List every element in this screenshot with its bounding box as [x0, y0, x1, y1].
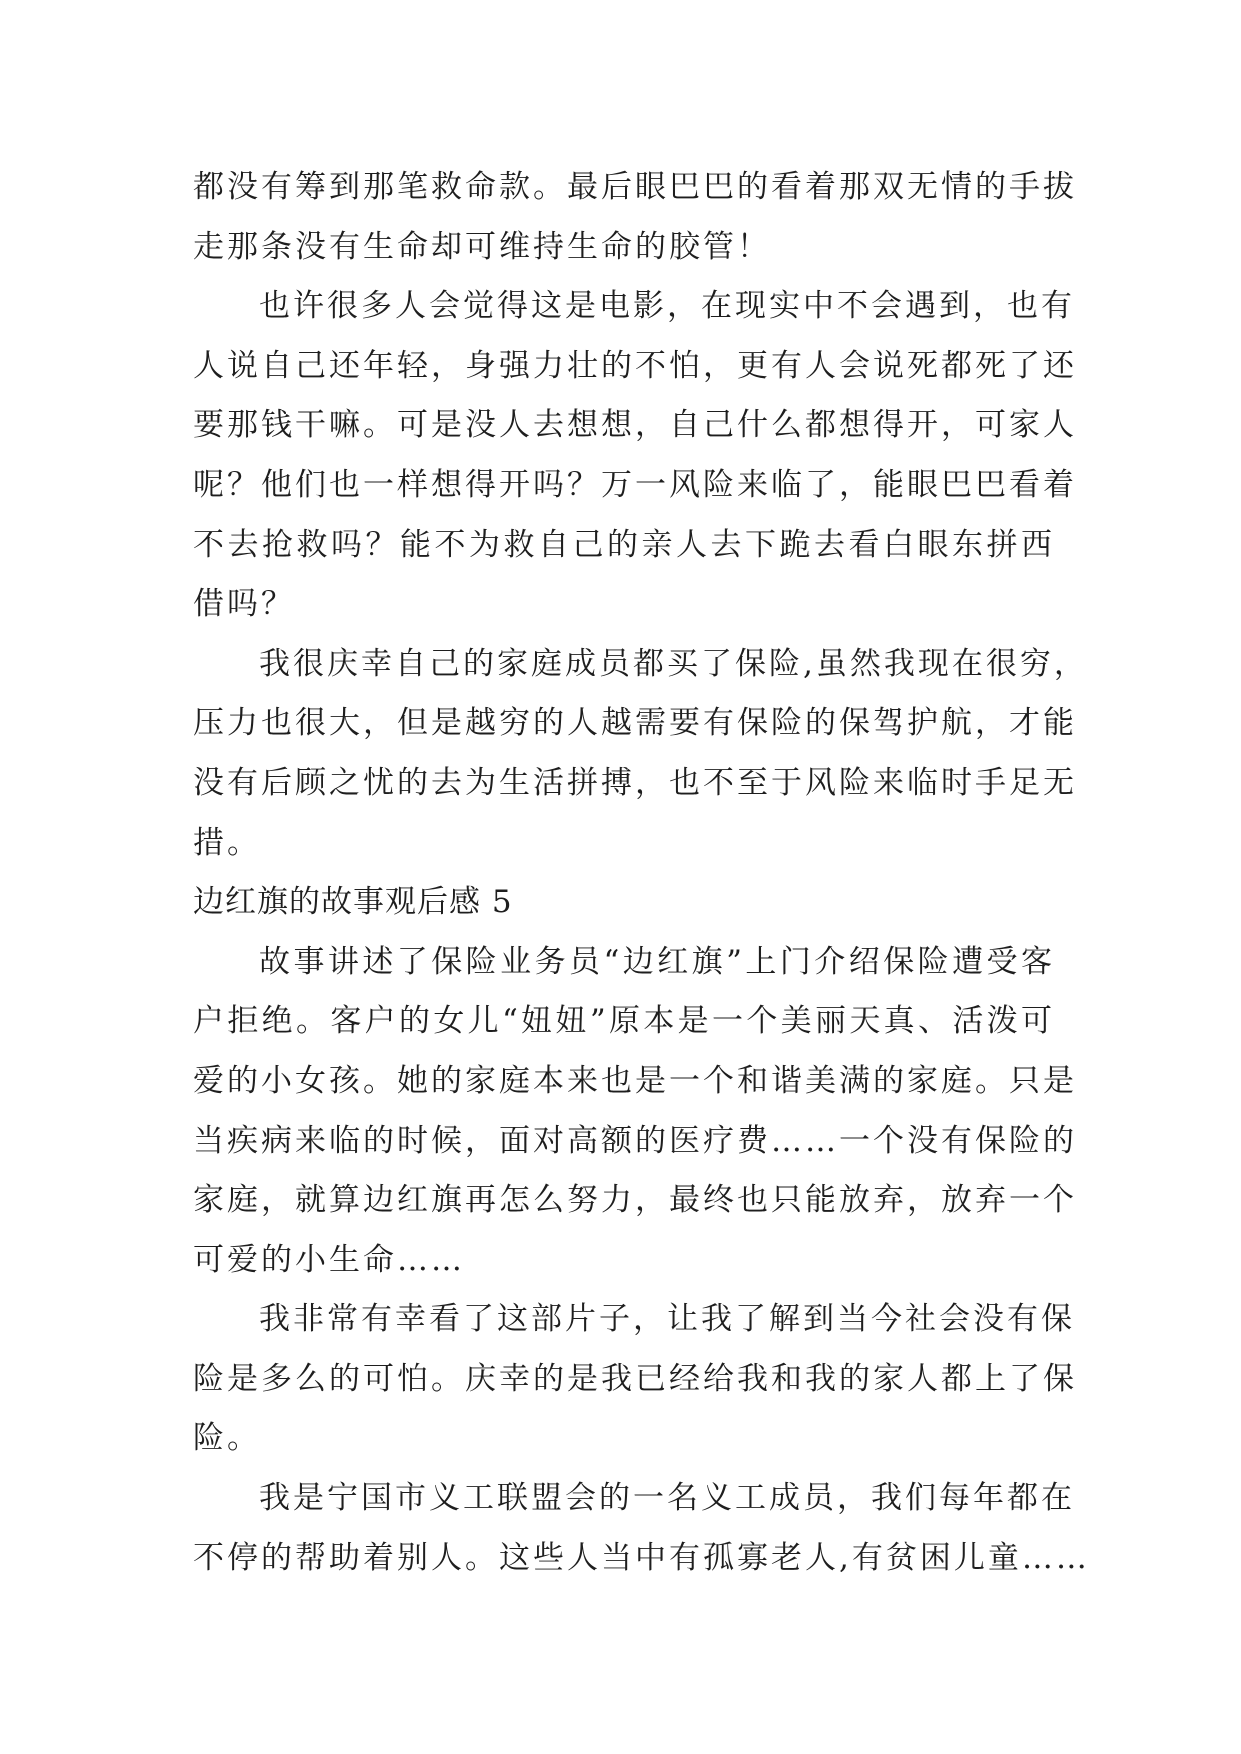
- text-line: 户拒绝。客户的女儿“妞妞”原本是一个美丽天真、活泼可: [193, 1003, 1055, 1040]
- text-line: 险是多么的可怕。庆幸的是我已经给我和我的家人都上了保: [193, 1360, 1077, 1397]
- paragraph-first-line: 也许很多人会觉得这是电影，在现实中不会遇到，也有: [259, 288, 1075, 325]
- text-line: 走那条没有生命却可维持生命的胶管！: [193, 228, 771, 265]
- text-line: 都没有筹到那笔救命款。最后眼巴巴的看着那双无情的手拔: [193, 169, 1077, 205]
- text-line: 家庭，就算边红旗再怎么努力，最终也只能放弃，放弃一个: [193, 1182, 1077, 1219]
- section-heading: 边红旗的故事观后感 5: [193, 884, 513, 921]
- text-line: 爱的小女孩。她的家庭本来也是一个和谐美满的家庭。只是: [193, 1062, 1077, 1099]
- text-line: 措。: [193, 824, 261, 861]
- text-line: 压力也很大，但是越穷的人越需要有保险的保驾护航，才能: [193, 705, 1077, 742]
- text-line: 没有后顾之忧的去为生活拼搏，也不至于风险来临时手足无: [193, 764, 1077, 801]
- text-line: 可爱的小生命……: [193, 1241, 465, 1278]
- text-line: 借吗？: [193, 586, 295, 623]
- text-line: 呢？他们也一样想得开吗？万一风险来临了，能眼巴巴看着: [193, 466, 1077, 503]
- text-line: 险。: [193, 1420, 261, 1457]
- paragraph-first-line: 我是宁国市义工联盟会的一名义工成员，我们每年都在: [259, 1480, 1075, 1517]
- text-line: 人说自己还年轻，身强力壮的不怕，更有人会说死都死了还: [193, 347, 1077, 384]
- paragraph-first-line: 我很庆幸自己的家庭成员都买了保险,虽然我现在很穷，: [259, 645, 1088, 682]
- text-line: 当疾病来临的时候，面对高额的医疗费……一个没有保险的: [193, 1122, 1077, 1159]
- document-body: [193, 158, 1090, 1588]
- paragraph-first-line: 我非常有幸看了这部片子，让我了解到当今社会没有保: [259, 1301, 1075, 1338]
- text-line: 不去抢救吗？能不为救自己的亲人去下跪去看白眼东拼西: [193, 526, 1055, 563]
- paragraph-first-line: 故事讲述了保险业务员“边红旗”上门介绍保险遭受客: [259, 943, 1055, 980]
- text-line: 要那钱干嘛。可是没人去想想，自己什么都想得开，可家人: [193, 407, 1077, 444]
- text-line: 不停的帮助着别人。这些人当中有孤寡老人,有贫困儿童……: [193, 1539, 1090, 1576]
